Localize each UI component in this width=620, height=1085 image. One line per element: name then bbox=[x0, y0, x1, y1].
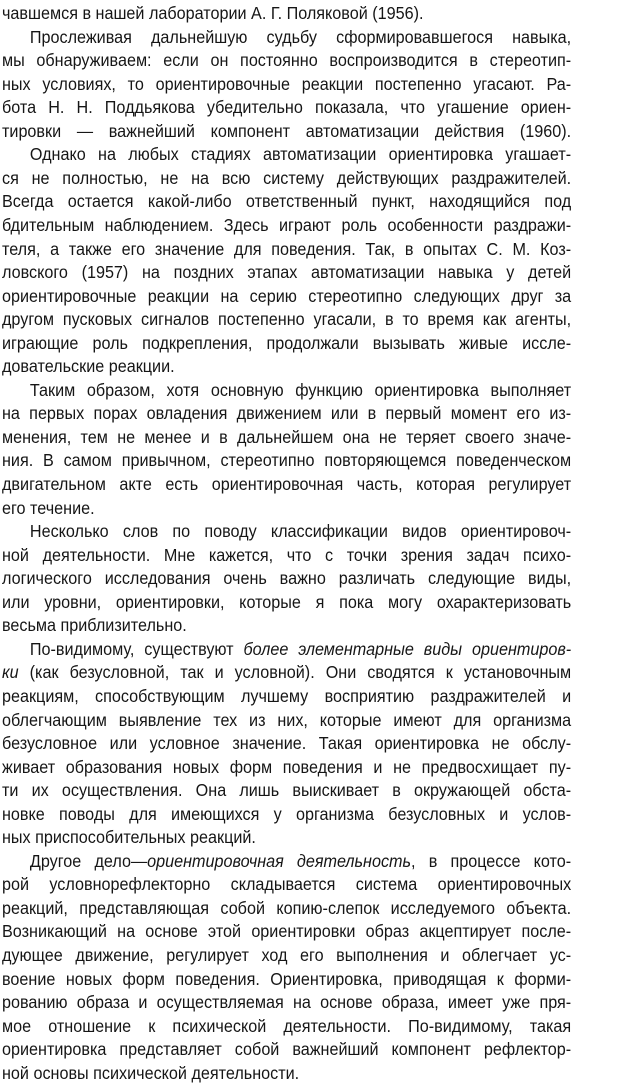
text-run: Другое дело— bbox=[29, 850, 148, 871]
text-line: Прослеживая дальнейшую судьбу сформировавшегося навыка, bbox=[29, 26, 572, 47]
text-line: мое отношение к психической деятельности. По-видимому, такая bbox=[2, 1015, 572, 1036]
text-line: ориентировочные реакции на серию стереотипно следующих друг за bbox=[2, 285, 572, 306]
text-line: Однако на любых стадиях автоматизации ориентировка угашает- bbox=[29, 144, 572, 165]
text-line: довательские реакции. bbox=[2, 356, 175, 377]
text-line bbox=[2, 638, 571, 661]
text-line: воение новых форм поведения. Ориентировка, приводящая к форми- bbox=[2, 968, 572, 989]
text-line: менения, тем не менее и в дальнейшем она не теряет своего значе- bbox=[2, 426, 572, 447]
text-line: Таким образом, хотя основную функцию ориентировка выполняет bbox=[29, 379, 572, 400]
text-line bbox=[2, 661, 571, 684]
text-line: новке поводы для имеющихся у организма безусловных и услов- bbox=[2, 803, 572, 824]
text-line: Несколько слов по поводу классификации видов ориентировоч- bbox=[29, 521, 572, 542]
text-line: рованию образа и осуществляемая на основе образа, имеет уже пря- bbox=[2, 992, 572, 1013]
text-line: на первых порах овладения движением или в первый момент его из- bbox=[2, 403, 572, 424]
text-line: логического исследования очень важно различать следующие виды, bbox=[2, 568, 572, 589]
text-line: мы обнаруживаем: если он постоянно воспроизводится в стереотип- bbox=[2, 50, 572, 71]
text-line: двигательном акте есть ориентировочная часть, которая регулирует bbox=[2, 474, 572, 494]
text-line: реакций, представляющая собой копию-слепок исследуемого объекта. bbox=[2, 897, 572, 918]
text-line: бота Н. Н. Поддьякова убедительно показала, что угашение ориен- bbox=[2, 97, 572, 118]
text-line: реакциям, способствующим лучшему восприятию раздражителей и bbox=[2, 685, 572, 706]
text-line: его течение. bbox=[2, 497, 95, 518]
italic-phrase: ки bbox=[2, 662, 19, 683]
text-line: ной основы психической деятельности. bbox=[2, 1062, 300, 1083]
text-line: тировки — важнейший компонент автоматизации действия (1960). bbox=[2, 120, 572, 141]
text-line: безусловное или условное значение. Такая ориентировка не обслу- bbox=[2, 733, 572, 754]
text-line: ных приспособительных реакций. bbox=[2, 827, 256, 848]
text-line: чавшемся в нашей лаборатории А. Г. Поляковой (1956). bbox=[2, 3, 424, 23]
text-line bbox=[2, 850, 571, 873]
text-run: , в процессе кото- bbox=[411, 850, 572, 871]
text-line: живает образования новых форм поведения и не предвосхищает пу- bbox=[2, 756, 572, 777]
text-line: или уровни, ориентировки, которые я пока могу охарактеризовать bbox=[2, 591, 572, 612]
text-line: облегчающим выявление тех из них, которые имеют для организма bbox=[2, 709, 572, 730]
text-run: По-видимому, существуют bbox=[29, 638, 244, 659]
text-line: ния. В самом привычном, стереотипно повторяющемся поведенческом bbox=[2, 450, 572, 471]
text-line: ся не полностью, не на всю систему действующих раздражителей. bbox=[2, 167, 572, 188]
italic-phrase: ориентировочная деятельность bbox=[147, 850, 412, 871]
text-line: весьма приблизительно. bbox=[2, 615, 187, 636]
text-line: бдительным наблюдением. Здесь играют роль особенности раздражи- bbox=[2, 214, 572, 235]
text-line: теля, а также его значение для поведения. Так, в опытах С. М. Коз- bbox=[2, 238, 572, 259]
text-line: ти их осуществления. Она лишь выискивает в окружающей обста- bbox=[2, 780, 572, 801]
text-line: дующее движение, регулирует ход его выполнения и облегчает ус- bbox=[2, 945, 572, 965]
text-line: ориентировка представляет собой важнейший компонент рефлектор- bbox=[2, 1039, 572, 1060]
text-line: ловского (1957) на поздних этапах автоматизации навыка у детей bbox=[2, 262, 572, 283]
text-run: (как безусловной, так и условной). Они сводятся к установочным bbox=[18, 662, 572, 683]
text-line: ных условиях, то ориентировочные реакции постепенно угасают. Ра- bbox=[2, 73, 572, 94]
text-line: ной деятельности. Мне кажется, что с точки зрения задач психо- bbox=[2, 544, 572, 565]
text-line: другом пусковых сигналов постепенно угасали, в то время как агенты, bbox=[2, 309, 572, 330]
text-line: играющие роль подкрепления, продолжали вызывать живые иссле- bbox=[2, 332, 572, 353]
italic-phrase: более элементарные виды ориентиров- bbox=[243, 638, 572, 659]
text-line: рой условнорефлекторно складывается система ориентировочных bbox=[2, 874, 572, 895]
text-line: Возникающий на основе этой ориентировки образ акцептирует после- bbox=[2, 921, 572, 942]
text-line: Всегда остается какой-либо ответственный пункт, находящийся под bbox=[2, 191, 572, 212]
